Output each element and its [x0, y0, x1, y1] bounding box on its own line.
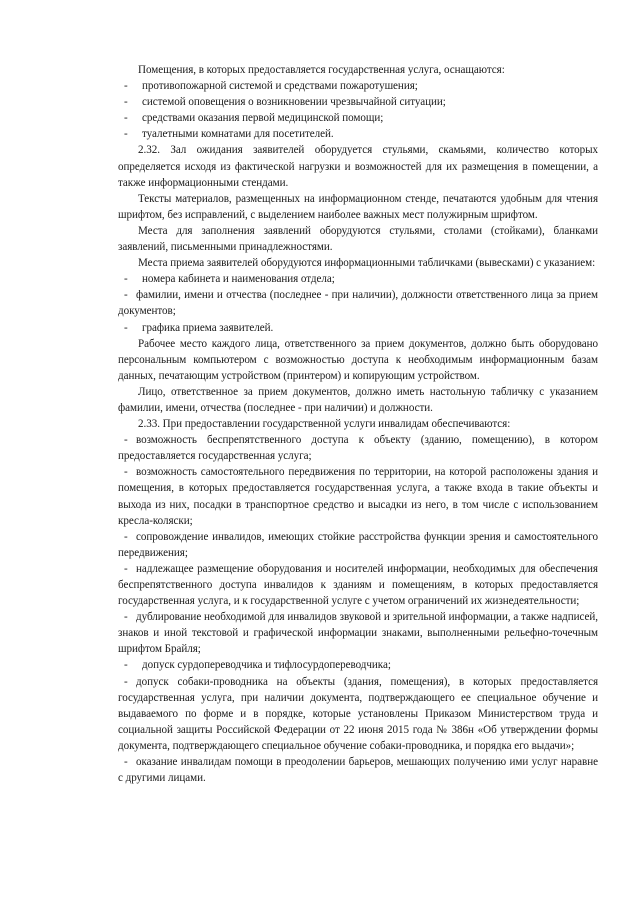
paragraph — [118, 255, 598, 271]
list-item — [118, 287, 598, 319]
list-item — [118, 657, 598, 673]
list-item — [118, 464, 598, 528]
list-dash: - — [124, 466, 128, 479]
list-dash: - — [124, 611, 128, 624]
list-dash: - — [124, 530, 128, 543]
list-item-text: оказание инвалидам помощи в преодолении барьеров, мешающих получению ими услуг наравне с другими лицами. — [118, 756, 598, 785]
list-dash: - — [124, 434, 128, 447]
list-dash: - — [124, 128, 128, 141]
list-item-text: возможность самостоятельного передвижения по территории, на которой расположены здания и помещения, в которых предоставляется государственная услуга, а также входа в такие объекты и выхода из них, посадки в транспортное средство и высадки из него, в том числе с использованием кресла-коляски; — [118, 466, 598, 527]
list-item — [118, 94, 598, 110]
list-item-text: допуск собаки-проводника на объекты (здания, помещения), в которых предоставляется государственная услуга, при наличии документа, подтверждающего ее специальное обучение и выдаваемого по форме и в порядке, которые установлены Приказом Министерством труда и социальной защиты Российской Федерации от 22 июня 2015 года № 386н «Об утверждении формы документа, подтверждающего специальное обучение собаки-проводника, и порядка его выдачи»; — [118, 675, 598, 752]
list-item-text: допуск сурдопереводчика и тифлосурдопереводчика; — [142, 659, 391, 672]
list-dash: - — [124, 659, 128, 672]
list-item-text: графика приема заявителей. — [142, 321, 274, 334]
list-item — [118, 674, 598, 754]
paragraph — [118, 191, 598, 223]
list-item — [118, 110, 598, 126]
paragraph-text: 2.33. При предоставлении государственной услуги инвалидам обеспечиваются: — [138, 418, 511, 431]
paragraph-text: Рабочее место каждого лица, ответственного за прием документов, должно быть оборудовано персональным компьютером с возможностью доступа к необходимым информационным базам данных, печатающим устройством (принтером) и копирующим устройством. — [118, 337, 598, 382]
document-body — [118, 62, 598, 786]
list-dash: - — [124, 675, 128, 688]
list-item — [118, 529, 598, 561]
paragraph — [118, 384, 598, 416]
list-item-text: номера кабинета и наименования отдела; — [142, 273, 335, 286]
paragraph-text: Тексты материалов, размещенных на информационном стенде, печатаются удобным для чтения шрифтом, без исправлений, с выделением наиболее важных мест полужирным шрифтом. — [118, 192, 598, 221]
list-dash: - — [124, 756, 128, 769]
list-item-text: надлежащее размещение оборудования и носителей информации, необходимых для обеспечения беспрепятственного доступа инвалидов к зданиям и помещениям, в которых предоставляется государственная услуга, и к государственной услуге с учетом ограничений их жизнедеятельности; — [118, 562, 598, 608]
list-item — [118, 432, 598, 464]
list-item-text: противопожарной системой и средствами пожаротушения; — [142, 80, 418, 93]
list-item-text: средствами оказания первой медицинской помощи; — [142, 112, 384, 125]
list-item — [118, 561, 598, 609]
paragraph — [118, 223, 598, 255]
paragraph — [118, 336, 598, 384]
list-item-text: возможность беспрепятственного доступа к объекту (зданию, помещению), в котором предоставляется государственная услуга; — [118, 434, 598, 463]
list-item — [118, 271, 598, 287]
list-dash: - — [124, 80, 128, 93]
paragraph-text: Помещения, в которых предоставляется государственная услуга, оснащаются: — [138, 64, 505, 76]
list-item — [118, 78, 598, 94]
list-item-text: туалетными комнатами для посетителей. — [142, 128, 334, 141]
list-dash: - — [124, 96, 128, 109]
list-item-text: системой оповещения о возникновении чрезвычайной ситуации; — [142, 96, 446, 109]
paragraph-text: 2.32. Зал ожидания заявителей оборудуется стульями, скамьями, количество которых определяется исходя из фактической нагрузки и возможностей для их размещения в помещении, а также информационными стендами. — [118, 144, 598, 189]
list-dash: - — [124, 112, 128, 125]
paragraph-text: Лицо, ответственное за прием документов, должно иметь настольную табличку с указанием фамилии, имени, отчества (последнее - при наличии) и должности. — [118, 385, 598, 414]
list-item-text: дублирование необходимой для инвалидов звуковой и зрительной информации, а также надписей, знаков и иной текстовой и графической информации знаками, выполненными рельефно-точечным шрифтом Брайля; — [118, 611, 598, 656]
paragraph — [118, 416, 598, 432]
paragraph-text: Места приема заявителей оборудуются информационными табличками (вывесками) с указанием: — [138, 257, 596, 270]
list-item — [118, 609, 598, 657]
list-item — [118, 320, 598, 336]
list-dash: - — [124, 321, 128, 334]
list-item-text: фамилии, имени и отчества (последнее - при наличии), должности ответственного лица за прием документов; — [118, 289, 598, 318]
paragraph-text: Места для заполнения заявлений оборудуются стульями, столами (стойками), бланками заявлений, письменными принадлежностями. — [118, 224, 598, 254]
list-item — [118, 126, 598, 142]
paragraph — [118, 142, 598, 190]
list-item-text: сопровождение инвалидов, имеющих стойкие расстройства функции зрения и самостоятельного передвижения; — [118, 530, 598, 559]
paragraph — [118, 62, 598, 78]
list-dash: - — [124, 273, 128, 286]
list-dash: - — [124, 289, 128, 302]
list-dash: - — [124, 562, 128, 575]
list-item — [118, 754, 598, 786]
